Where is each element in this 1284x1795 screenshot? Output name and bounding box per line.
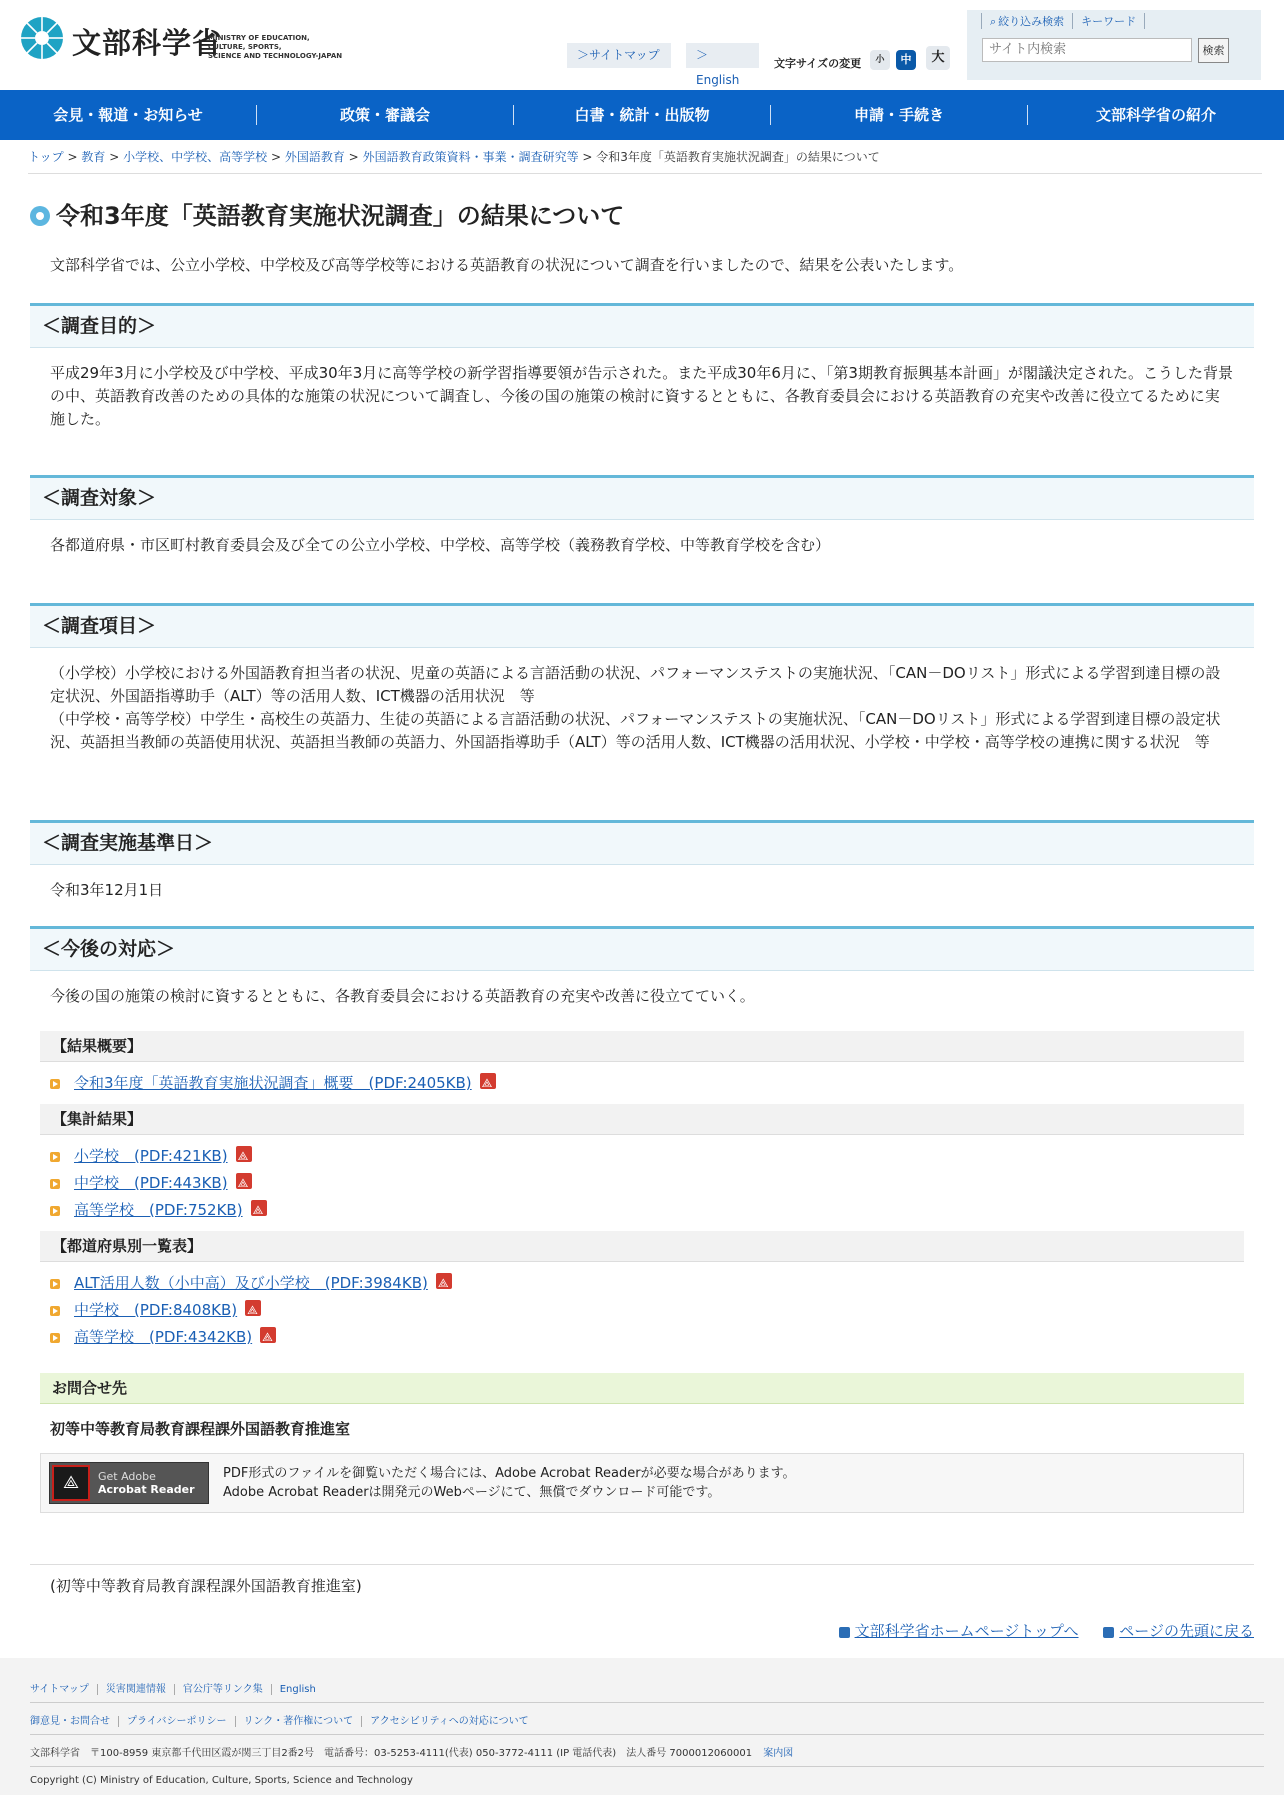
nav-item-press[interactable]: 会見・報道・お知らせ — [0, 105, 257, 125]
breadcrumb-link[interactable]: 外国語教育 — [284, 150, 345, 164]
footer-link[interactable]: アクセシビリティへの対応について — [361, 1716, 537, 1727]
file-link[interactable]: 小学校 (PDF:421KB) — [74, 1147, 228, 1165]
footer-link[interactable]: 御意見・お問合せ — [30, 1716, 110, 1727]
search-button[interactable]: 検索 — [1198, 38, 1229, 63]
footer-link[interactable]: サイトマップ — [30, 1684, 89, 1695]
search-tab-refine[interactable] — [981, 13, 1072, 29]
site-logo[interactable] — [20, 16, 343, 70]
page-title-text: 令和3年度「英語教育実施状況調査」の結果について — [56, 202, 625, 230]
bullet-icon — [50, 1306, 60, 1316]
acrobat-icon: ⟁ — [52, 1465, 90, 1501]
acrobat-message-line: PDF形式のファイルを御覧いただく場合には、Adobe Acrobat Readerが必要な場合があります。 — [223, 1466, 796, 1481]
file-item — [40, 1270, 1244, 1297]
nav-item-policy[interactable]: 政策・審議会 — [257, 105, 514, 125]
file-group-heading: 【結果概要】 — [40, 1031, 1244, 1062]
file-list — [40, 1270, 1244, 1351]
arrow-up-icon — [1103, 1627, 1114, 1638]
global-nav — [0, 90, 1284, 140]
breadcrumb-separator: > — [109, 150, 120, 164]
file-group-heading: 【都道府県別一覧表】 — [40, 1231, 1244, 1262]
footer-address-text: 文部科学省 〒100-8959 東京都千代田区霞が関三丁目2番2号 電話番号：03-5253-4111(代表) 050-3772-4111 (IP 電話代表) 法人番号 7000012060001 — [30, 1748, 753, 1759]
logo-en-line: SCIENCE AND TECHNOLOGY-JAPAN — [208, 52, 343, 60]
breadcrumb-separator: > — [348, 150, 359, 164]
file-link[interactable]: 令和3年度「英語教育実施状況調査」概要 (PDF:2405KB) — [74, 1074, 472, 1092]
pdf-icon — [436, 1273, 452, 1289]
logo-title-en — [208, 34, 348, 61]
acrobat-badge-line: Acrobat Reader — [98, 1483, 195, 1496]
back-to-top-link[interactable] — [1103, 1622, 1254, 1640]
get-acrobat-button[interactable] — [49, 1462, 209, 1504]
bullet-icon — [50, 1079, 60, 1089]
section-date — [30, 820, 1254, 902]
site-footer — [0, 1658, 1284, 1795]
breadcrumb-separator: > — [582, 150, 593, 164]
footer-divider — [30, 1702, 1264, 1703]
fontsize-small-button[interactable]: 小 — [870, 50, 890, 70]
contact-name: 初等中等教育局教育課程課外国語教育推進室 — [50, 1420, 351, 1438]
footer-link[interactable]: 官公庁等リンク集 — [174, 1684, 271, 1695]
pdf-icon — [260, 1327, 276, 1343]
footnote — [30, 1564, 1254, 1598]
acrobat-message — [223, 1464, 796, 1502]
nav-item-publications[interactable]: 白書・統計・出版物 — [514, 105, 771, 125]
logo-mark-icon — [20, 16, 64, 60]
file-group-summary — [40, 1031, 1244, 1097]
section-heading: ＜調査実施基準日＞ — [30, 820, 1254, 865]
nav-item-about[interactable]: 文部科学省の紹介 — [1095, 106, 1216, 124]
file-group-totals — [40, 1104, 1244, 1224]
intro-text: 文部科学省では、公立小学校、中学校及び高等学校等における英語教育の状況について調査を行いましたので、結果を公表いたします。 — [50, 256, 964, 274]
search-tab-refine-label: 絞り込み検索 — [998, 15, 1065, 28]
pdf-icon — [236, 1173, 252, 1189]
file-item — [40, 1197, 1244, 1224]
contact-section — [40, 1373, 1244, 1513]
section-purpose — [30, 303, 1254, 431]
acrobat-notice — [40, 1453, 1244, 1513]
file-item — [40, 1143, 1244, 1170]
page-title — [30, 196, 1254, 236]
map-link[interactable]: 案内図 — [763, 1748, 794, 1759]
footer-divider — [30, 1766, 1264, 1767]
file-link[interactable]: ALT活用人数（小中高）及び小学校 (PDF:3984KB) — [74, 1274, 428, 1292]
search-tab-keyword[interactable]: キーワード — [1072, 13, 1145, 29]
nav-item-applications[interactable]: 申請・手続き — [771, 105, 1028, 125]
footer-link[interactable]: 災害関連情報 — [97, 1684, 174, 1695]
arrow-left-icon — [839, 1627, 850, 1638]
acrobat-badge-line: Get Adobe — [98, 1470, 156, 1483]
breadcrumb-link[interactable]: トップ — [28, 150, 64, 164]
fontsize-large-button[interactable]: 大 — [926, 46, 950, 70]
footer-links-row — [30, 1680, 1264, 1695]
file-link[interactable]: 中学校 (PDF:443KB) — [74, 1174, 228, 1192]
section-target — [30, 475, 1254, 557]
back-links — [30, 1620, 1254, 1641]
breadcrumb-link[interactable]: 外国語教育政策資料・事業・調査研究等 — [362, 150, 579, 164]
footer-link[interactable]: プライバシーポリシー — [118, 1716, 235, 1727]
section-body: 今後の国の施策の検討に資するとともに、各教育委員会における英語教育の充実や改善に役立てていく。 — [50, 987, 755, 1005]
file-link[interactable]: 中学校 (PDF:8408KB) — [74, 1301, 238, 1319]
footer-links-row — [30, 1712, 1264, 1727]
footnote-text: (初等中等教育局教育課程課外国語教育推進室) — [50, 1577, 362, 1595]
fontsize-medium-button[interactable]: 中 — [896, 50, 916, 70]
bullet-icon — [50, 1206, 60, 1216]
pdf-icon — [480, 1073, 496, 1089]
bullet-icon — [50, 1152, 60, 1162]
file-item — [40, 1324, 1244, 1351]
section-body: 各都道府県・市区町村教育委員会及び全ての公立小学校、中学校、高等学校（義務教育学校、中等教育学校を含む） — [50, 536, 831, 554]
footer-copyright: Copyright (C) Ministry of Education, Culture, Sports, Science and Technology — [30, 1775, 413, 1786]
bullet-icon — [50, 1279, 60, 1289]
file-link[interactable]: 高等学校 (PDF:752KB) — [74, 1201, 243, 1219]
pdf-icon — [251, 1200, 267, 1216]
logo-title-ja: 文部科学省 — [72, 26, 223, 60]
back-to-top-label: ページの先頭に戻る — [1119, 1622, 1254, 1640]
file-item — [40, 1170, 1244, 1197]
file-group-heading: 【集計結果】 — [40, 1104, 1244, 1135]
site-header — [0, 0, 1284, 90]
footer-link[interactable]: English — [271, 1684, 324, 1695]
breadcrumb-current: 令和3年度「英語教育実施状況調査」の結果について — [596, 150, 880, 164]
breadcrumb-separator: > — [270, 150, 281, 164]
footer-address — [30, 1744, 1264, 1759]
section-body: （小学校）小学校における外国語教育担当者の状況、児童の英語による言語活動の状況、パフォーマンステストの実施状況、「CAN－DOリスト」形式による学習到達目標の設定状況、外国語指導助手（ALT）等の活用人数、ICT機器の活用状況 等 — [50, 664, 1221, 705]
title-bullet-icon — [30, 206, 50, 226]
logo-en-line: MINISTRY OF EDUCATION, — [208, 34, 310, 42]
fontsize-label: 文字サイズの変更 — [774, 57, 862, 70]
file-item — [40, 1070, 1244, 1097]
footer-divider — [30, 1734, 1264, 1735]
section-items — [30, 603, 1254, 754]
back-to-home-link[interactable] — [839, 1622, 1079, 1640]
file-link[interactable]: 高等学校 (PDF:4342KB) — [74, 1328, 253, 1346]
contact-heading: お問合せ先 — [40, 1373, 1244, 1404]
acrobat-message-line: Adobe Acrobat Readerは開発元のWebページにて、無償でダウンロード可能です。 — [223, 1485, 721, 1500]
search-tabs — [981, 13, 1145, 29]
english-button[interactable]: ＞English — [686, 43, 759, 68]
section-next — [30, 926, 1254, 1008]
file-list — [40, 1070, 1244, 1097]
search-input[interactable] — [982, 38, 1192, 62]
breadcrumb-link[interactable]: 小学校、中学校、高等学校 — [123, 150, 268, 164]
bullet-icon — [50, 1333, 60, 1343]
file-group-prefecture — [40, 1231, 1244, 1351]
section-body: （中学校・高等学校）中学生・高校生の英語力、生徒の英語による言語活動の状況、パフォーマンステストの実施状況、「CAN－DOリスト」形式による学習到達目標の設定状況、英語担当教師の英語使用状況、英語担当教師の英語力、外国語指導助手（ALT）等の活用人数、ICT機器の活用状況、小学校・中学校・高等学校の連携に関する状況 等 — [50, 710, 1221, 751]
file-list — [40, 1143, 1244, 1224]
search-refine-icon: ⌕ — [990, 15, 997, 28]
pdf-icon — [236, 1146, 252, 1162]
main-content — [30, 196, 1254, 1640]
bullet-icon — [50, 1179, 60, 1189]
back-to-home-label: 文部科学省ホームページトップへ — [854, 1622, 1079, 1640]
pdf-icon — [245, 1300, 261, 1316]
section-heading: ＜調査目的＞ — [30, 303, 1254, 348]
acrobat-badge-text — [98, 1470, 195, 1496]
section-heading: ＜今後の対応＞ — [30, 926, 1254, 971]
search-panel — [967, 10, 1261, 80]
section-heading: ＜調査対象＞ — [30, 475, 1254, 520]
section-body: 平成29年3月に小学校及び中学校、平成30年3月に高等学校の新学習指導要領が告示された。また平成30年6月に、「第3期教育振興基本計画」が閣議決定された。こうした背景の中、英語教育改善のための具体的な施策の状況について調査し、今後の国の施策の検討に資するとともに、各教育委員会における英語教育の充実や改善に役立てるために実施した。 — [50, 364, 1233, 428]
breadcrumb — [28, 149, 1262, 174]
breadcrumb-link[interactable]: 教育 — [81, 150, 106, 164]
section-body: 令和3年12月1日 — [50, 881, 164, 899]
file-item — [40, 1297, 1244, 1324]
breadcrumb-separator: > — [67, 150, 78, 164]
logo-en-line: CULTURE, SPORTS, — [208, 43, 282, 51]
section-heading: ＜調査項目＞ — [30, 603, 1254, 648]
footer-link[interactable]: リンク・著作権について — [235, 1716, 362, 1727]
sitemap-button[interactable]: ＞サイトマップ — [567, 43, 671, 68]
